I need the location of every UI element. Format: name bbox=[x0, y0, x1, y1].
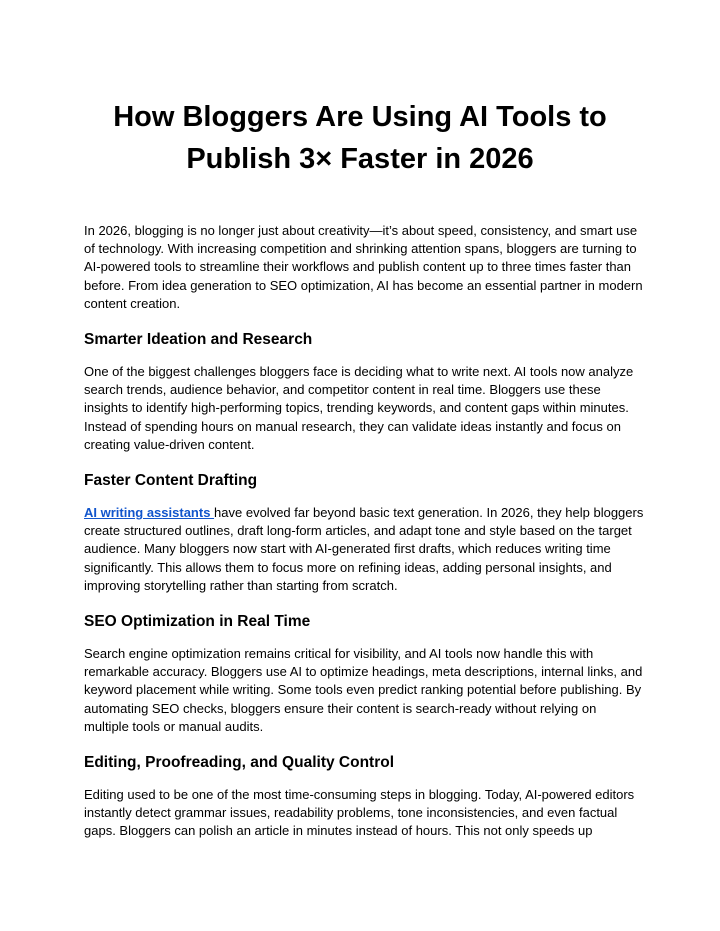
paragraph-editing-proofreading: Editing used to be one of the most time-consuming steps in blogging. Today, AI-powered editors instantly detect grammar issues, readability problems, tone inconsistencies, and even factual gaps. Bloggers can polish an article in minutes instead of hours. This not only speeds up bbox=[84, 787, 635, 839]
paragraph-faster-drafting bbox=[84, 504, 644, 595]
heading-faster-drafting: Faster Content Drafting bbox=[84, 472, 258, 490]
document-title bbox=[60, 96, 660, 180]
title-line-1: How Bloggers Are Using AI Tools to bbox=[113, 101, 607, 133]
paragraph-faster-drafting-text: have evolved far beyond basic text generation. In 2026, they help bloggers create structured outlines, draft long-form articles, and adapt tone and style based on the target audience. Many bloggers now start with AI-generated first drafts, which reduces writing time significantly. This allows them to focus more on refining ideas, adding personal insights, and improving storytelling rather than starting from scratch. bbox=[84, 505, 644, 593]
heading-seo-optimization: SEO Optimization in Real Time bbox=[84, 613, 311, 631]
heading-smarter-ideation: Smarter Ideation and Research bbox=[84, 331, 313, 349]
intro-paragraph: In 2026, blogging is no longer just about creativity—it’s about speed, consistency, and smart use of technology. With increasing competition and shrinking attention spans, bloggers are turning to AI-powered tools to streamline their workflows and publish content up to three times faster than before. From idea generation to SEO optimization, AI has become an essential partner in modern content creation. bbox=[84, 223, 643, 311]
ai-writing-assistants-link[interactable]: AI writing assistants bbox=[84, 505, 215, 521]
paragraph-seo-optimization: Search engine optimization remains critical for visibility, and AI tools now handle this with remarkable accuracy. Bloggers use AI to optimize headings, meta descriptions, internal links, and keyword placement while writing. Some tools even predict ranking potential before publishing. By automating SEO checks, bloggers ensure their content is search-ready without relying on multiple tools or manual audits. bbox=[84, 646, 643, 734]
title-line-2: Publish 3× Faster in 2026 bbox=[186, 143, 534, 175]
paragraph-smarter-ideation: One of the biggest challenges bloggers face is deciding what to write next. AI tools now analyze search trends, audience behavior, and competitor content in real time. Bloggers use these insights to identify high-performing topics, trending keywords, and content gaps within minutes. Instead of spending hours on manual research, they can validate ideas instantly and focus on creating value-driven content. bbox=[84, 364, 634, 452]
heading-editing-proofreading: Editing, Proofreading, and Quality Control bbox=[84, 754, 394, 772]
article-body bbox=[84, 222, 644, 841]
